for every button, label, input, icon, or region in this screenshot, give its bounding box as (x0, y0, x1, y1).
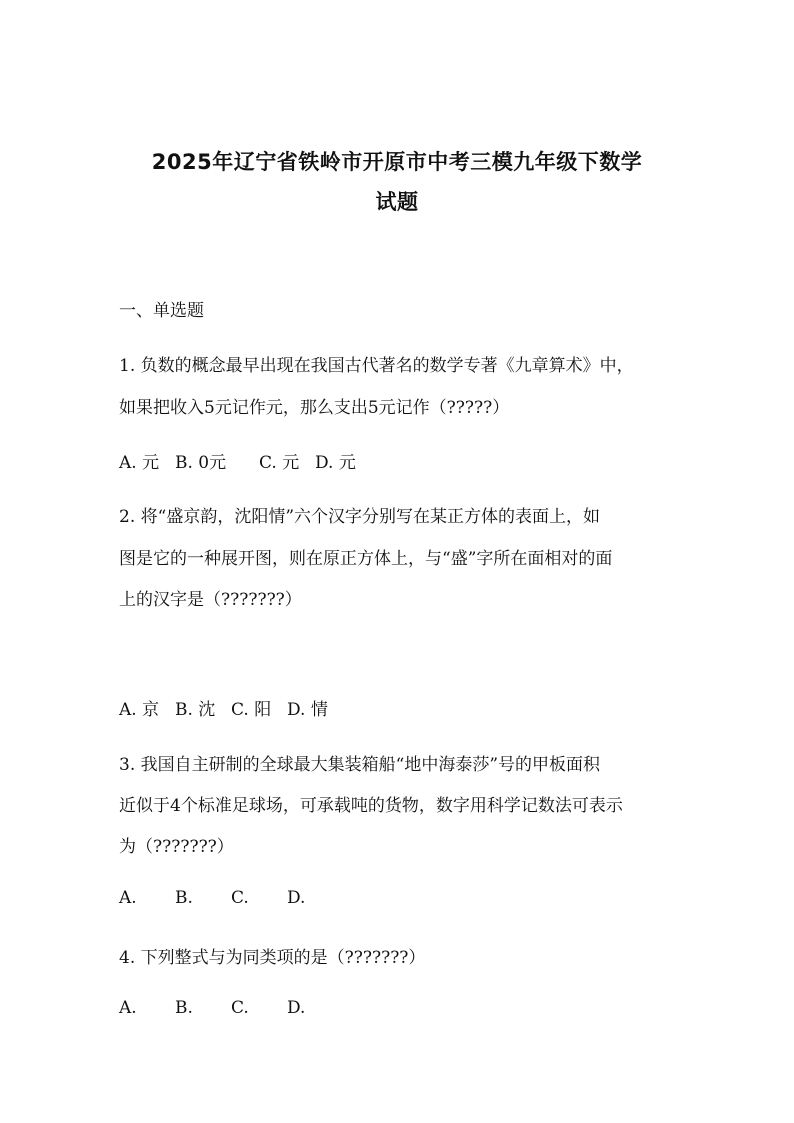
question-1-option-d: D. 元 (315, 453, 356, 473)
question-3-option-b: B. (175, 888, 193, 908)
question-2-line-2: 图是它的一种展开图，则在原正方体上，与“盛”字所在面相对的面 (119, 549, 613, 569)
question-4-option-d: D. (287, 998, 306, 1018)
question-4-options (119, 998, 305, 1018)
question-1-option-a: A. 元 (119, 453, 160, 473)
question-2-option-b: B. 沈 (175, 700, 216, 720)
question-3-option-c: C. (231, 888, 249, 908)
question-1-option-c: C. 元 (259, 453, 300, 473)
question-2-option-d: D. 情 (287, 700, 328, 720)
question-3-option-a: A. (119, 888, 137, 908)
question-3-line-2: 近似于4个标准足球场，可承载吨的货物，数字用科学记数法可表示 (119, 796, 623, 816)
section-heading: 一、单选题 (119, 301, 204, 321)
question-3-line-1: 3. 我国自主研制的全球最大集装箱船“地中海泰莎”号的甲板面积 (119, 755, 601, 775)
question-1-line-1: 1. 负数的概念最早出现在我国古代著名的数学专著《九章算术》中， (119, 356, 634, 376)
question-2-line-1: 2. 将“盛京韵，沈阳情”六个汉字分别写在某正方体的表面上，如 (119, 507, 601, 527)
question-3-line-3: 为（???????） (119, 837, 234, 857)
question-4-option-c: C. (231, 998, 249, 1018)
question-1-option-b: B. 0元 (175, 453, 227, 473)
question-4-option-a: A. (119, 998, 137, 1018)
question-4-line-1: 4. 下列整式与为同类项的是（???????） (119, 948, 426, 968)
question-4-option-b: B. (175, 998, 193, 1018)
question-2-options (119, 695, 328, 720)
question-2-option-a: A. 京 (119, 700, 160, 720)
question-2-line-3: 上的汉字是（???????） (119, 590, 302, 610)
question-2-option-c: C. 阳 (231, 700, 272, 720)
document-title-line-2: 试题 (375, 190, 419, 214)
question-1-line-2: 如果把收入5元记作元，那么支出5元记作（?????） (119, 398, 510, 418)
document-title-line-1: 2025年辽宁省铁岭市开原市中考三模九年级下数学 (151, 150, 643, 174)
question-1-options (119, 448, 356, 473)
question-3-option-d: D. (287, 888, 306, 908)
question-3-options (119, 888, 305, 908)
